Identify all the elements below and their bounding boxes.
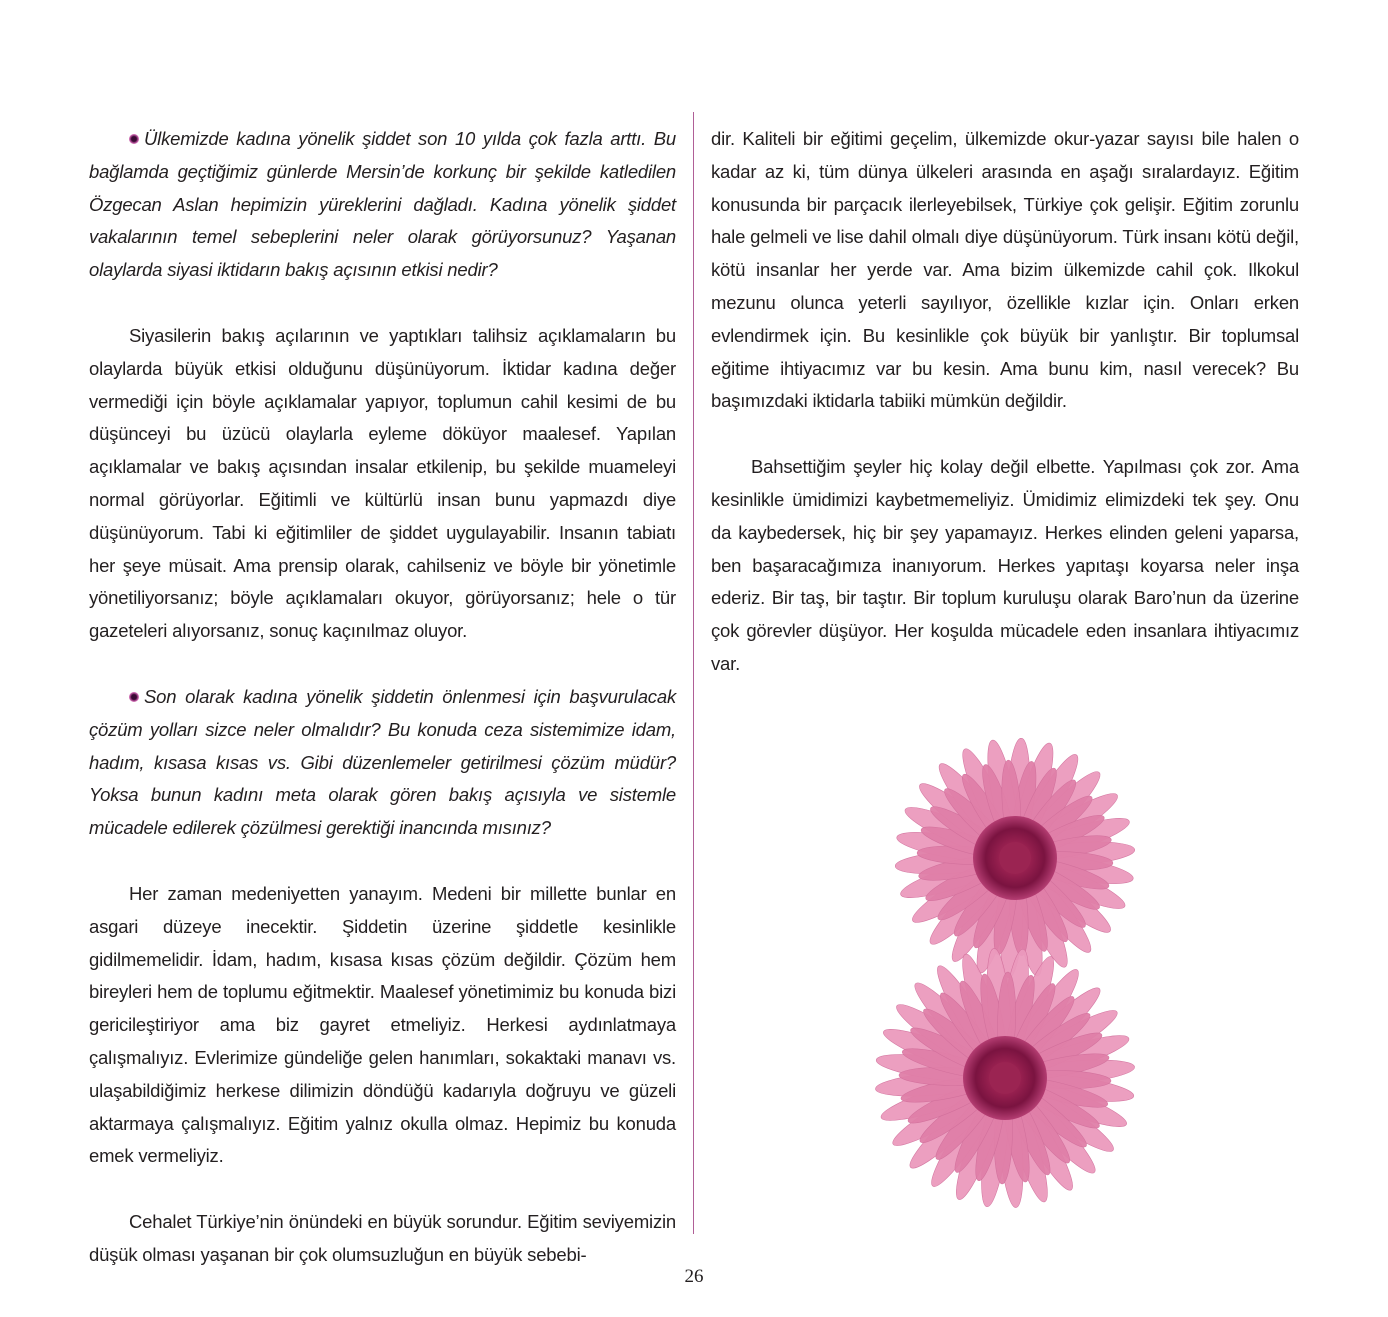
bullet-icon (129, 134, 139, 144)
question-1-text: Ülkemizde kadına yönelik şiddet son 10 yılda çok fazla arttı. Bu bağlamda geçtiğimiz günlerde Mersin’de korkunç bir şekilde katledilen Özgecan Aslan hepimizin yüreklerini dağladı. Kadına yönelik şiddet vakalarının temel sebeplerini neler olarak görüyorsunuz? Yaşanan olaylarda siyasi iktidarın bakış açısının etkisi nedir? (89, 128, 676, 281)
flower-image (870, 738, 1160, 1208)
column-divider (693, 112, 694, 1234)
question-2 (89, 681, 676, 845)
bullet-icon (129, 692, 139, 702)
question-2-text: Son olarak kadına yönelik şiddetin önlenmesi için başvurulacak çözüm yolları sizce neler olmalıdır? Bu konuda ceza sistemimize idam, hadım, kısasa kısas vs. Gibi düzenlemeler getirilmesi çözüm müdür? Yoksa bunun kadını meta olarak gören bakış açısıyla ve sistemle mücadele edilerek çözülmesi gerektiği inancında mısınız? (89, 685, 676, 839)
answer-1: Siyasilerin bakış açılarının ve yaptıkları talihsiz açıklamaların bu olaylarda büyük etkisi olduğunu düşünüyorum. İktidar kadına değer vermediği için böyle açıklamalar yapıyor, toplumun cahil kesimi de bu düşünceyi bu üzücü olaylarla eyleme döküyor maalesef. Yapılan açıklamalar ve bakış açısından insalar etkilenip, bu şekilde muameleyi normal görüyorlar. Eğitimli ve kültürlü insan bunu yapmazdı diye düşünüyorum. Tabi ki eğitimliler de şiddet uygulayabilir. Insanın tabiatı her şeye müsait. Ama prensip olarak, cahilseniz ve böyle bir yönetimle yönetiliyorsanız; böyle açıklamaları okuyor, görüyorsanız; hele o tür gazeteleri alıyorsanız, sonuç kaçınılmaz oluyor. (89, 324, 676, 642)
answer-2: Her zaman medeniyetten yanayım. Medeni bir millette bunlar en asgari düzeye inecektir. Şiddetin üzerine şiddetle kesinlikle gidilmemelidir. İdam, hadım, kısasa kısas çözüm değildir. Çözüm hem bireyleri hem de toplumu eğitmektir. Maalesef yönetimimiz bu konuda bizi gericileştiriyor ama biz gayret etmeliyiz. Herkesi aydınlatmaya çalışmalıyız. Evlerimize gündeliğe gelen hanımları, sokaktaki manavı vs. ulaşabildiğimiz herkese dilimizin döndüğü kadarıyla doğruyu ve güzeli aktarmaya çalışmalıyız. Eğitim yalnız okulla olmaz. Hepimiz bu konuda emek vermeliyiz. (89, 882, 676, 1167)
page-number: 26 (684, 1266, 704, 1287)
answer-3-start: Cehalet Türkiye’nin önündeki en büyük sorundur. Eğitim seviyemizin düşük olması yaşanan bir çok olumsuzluğun en büyük sebebi- (89, 1211, 676, 1265)
answer-3-continued: dir. Kaliteli bir eğitimi geçelim, ülkemizde okur-yazar sayısı bile halen o kadar az ki, tüm dünya ülkeleri arasında en aşağı sıralardayız. Eğitim konusunda bir parçacık ilerleyebilsek, Türkiye çok gelişir. Eğitim zorunlu hale gelmeli ve lise dahil olmalı diye düşünüyorum. Türk insanı kötü değil, kötü insanlar her yerde var. Ama bizim ülkemizde cahil çok. Ilkokul mezunu olunca yeterli sayılıyor, özellikle kızlar için. Onları erken evlendirmek için. Bu kesinlikle çok büyük bir yanlıştır. Bir toplumsal eğitime ihtiyacımız var bu kesin. Ama bunu kim, nasıl verecek? Bu başımızdaki iktidarla tabiiki mümkün değildir. (711, 128, 1299, 412)
flower-top (895, 738, 1136, 978)
answer-4: Bahsettiğim şeyler hiç kolay değil elbette. Yapılması çok zor. Ama kesinlikle ümidimizi kaybetmemeliyiz. Ümidimiz elimizdeki tek şey. Onu da kaybedersek, hiç bir şey yapamayız. Herkes elinden geleni yaparsa, ben başaracağımıza inanıyorum. Herkes yapıtaşı koyarsa neler inşa ederiz. Bir taş, bir taştır. Bir toplum kuruluşu olarak Baro’nun da üzerine çok görevler düşüyor. Her koşulda mücadele eden insanlara ihtiyacımız var. (711, 456, 1299, 674)
left-column (89, 123, 676, 1305)
right-column (711, 123, 1299, 714)
flower-bottom (875, 948, 1136, 1208)
question-1 (89, 123, 676, 287)
